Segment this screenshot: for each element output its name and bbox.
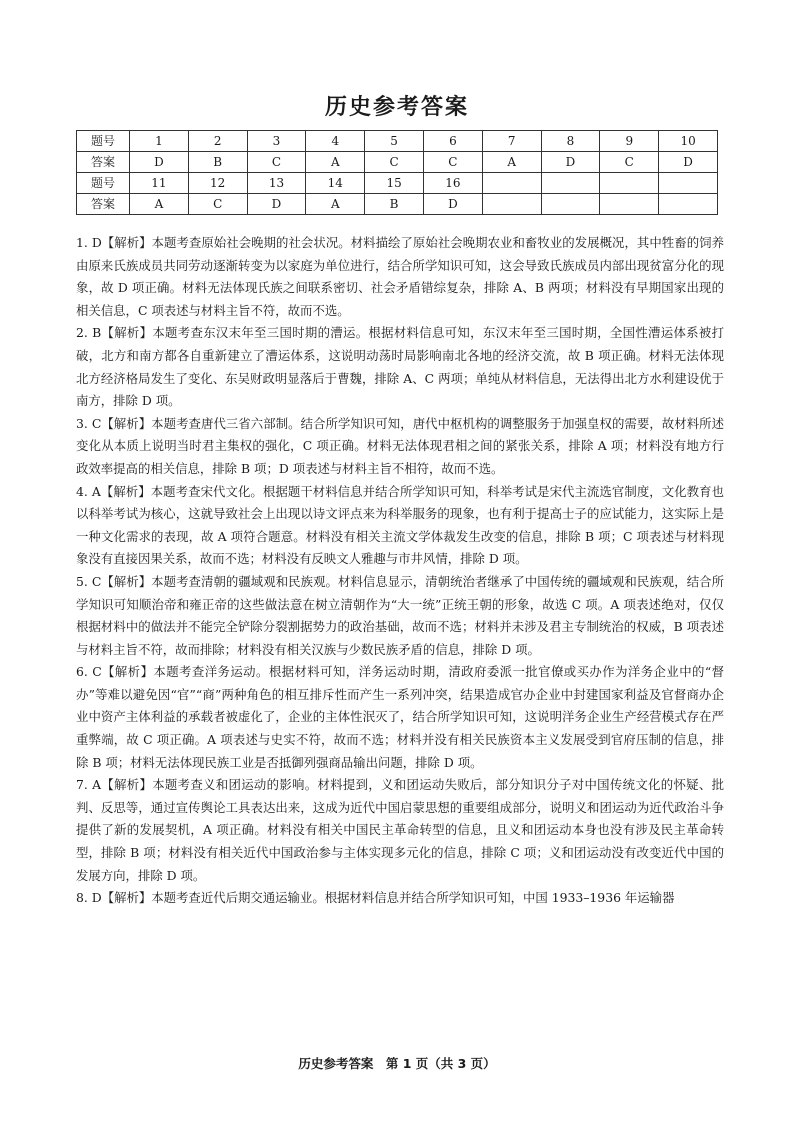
table-cell: 13 [247, 173, 306, 194]
explanation-3: 3. C【解析】本题考查唐代三省六部制。结合所学知识可知，唐代中枢机构的调整服务于加强皇权的需要，故材料所述变化从本质上说明当时君主集权的强化，C 项正确。材料无法体现君相之间的紧张关系，排除 A 项；材料没有地方行政效率提高的相关信息，排除 B 项；D 项表述与材料主旨不相符，故而不选。 [76, 415, 724, 476]
table-cell: 1 [130, 131, 189, 152]
table-cell: 10 [659, 131, 718, 152]
table-row [77, 152, 718, 173]
table-cell: A [306, 152, 365, 173]
table-cell: 9 [600, 131, 659, 152]
table-cell: A [306, 194, 365, 215]
table-cell: 11 [130, 173, 189, 194]
answer-table [76, 130, 718, 215]
explanation-8: 8. D【解析】本题考查近代后期交通运输业。根据材料信息并结合所学知识可知，中国 1933–1936 年运输器 [76, 890, 675, 906]
table-row [77, 194, 718, 215]
table-cell: C [423, 152, 482, 173]
table-cell: D [659, 152, 718, 173]
table-cell [659, 173, 718, 194]
table-cell [541, 194, 600, 215]
table-row [77, 131, 718, 152]
page-title: 历史参考答案 [324, 95, 469, 120]
table-cell: 3 [247, 131, 306, 152]
page-footer: 历史参考答案 第 1 页（共 3 页） [298, 1056, 496, 1071]
table-cell: 6 [423, 131, 482, 152]
explanation-5: 5. C【解析】本题考查清朝的疆域观和民族观。材料信息显示，清朝统治者继承了中国传统的疆域观和民族观，结合所学知识可知顺治帝和雍正帝的这些做法意在树立清朝作为“大一统”正统王朝的形象，故选 C 项。A 项表述绝对，仅仅根据材料中的做法并不能完全铲除分裂割据势力的政治基础，故而不选；材料并未涉及君主专制统治的权威，B 项表述与材料主旨不符，故而排除；材料没有相关汉族与少数民族矛盾的信息，排除 D 项。 [76, 573, 724, 657]
table-cell: 16 [423, 173, 482, 194]
row-header: 答案 [77, 152, 130, 173]
table-cell [541, 173, 600, 194]
explanation-7: 7. A【解析】本题考查义和团运动的影响。材料提到，义和团运动失败后，部分知识分子对中国传统文化的怀疑、批判、反思等，通过宣传舆论工具表达出来，这成为近代中国启蒙思想的重要组成部分，说明义和团运动为近代政治斗争提供了新的发展契机，A 项正确。材料没有相关中国民主革命转型的信息，且义和团运动本身也没有涉及民主革命转型，排除 B 项；材料没有相关近代中国政治参与主体实现多元化的信息，排除 C 项；义和团运动没有改变近代中国的发展方向，排除 D 项。 [76, 777, 724, 883]
table-cell: 14 [306, 173, 365, 194]
table-cell: 12 [188, 173, 247, 194]
table-cell: 4 [306, 131, 365, 152]
table-cell: 2 [188, 131, 247, 152]
table-cell: D [247, 194, 306, 215]
table-cell: D [130, 152, 189, 173]
table-cell [600, 194, 659, 215]
table-cell: B [365, 194, 424, 215]
table-cell: 8 [541, 131, 600, 152]
explanation-2: 2. B【解析】本题考查东汉末年至三国时期的漕运。根据材料信息可知，东汉末年至三国时期，全国性漕运体系被打破，北方和南方都各自重新建立了漕运体系，这说明动荡时局影响南北各地的经济交流，故 B 项正确。材料无法体现北方经济格局发生了变化、东吴财政明显落后于曹魏，排除 A、C 两项；单纯从材料信息，无法得出北方水利建设优于南方，排除 D 项。 [76, 325, 724, 409]
table-cell: A [130, 194, 189, 215]
explanation-6: 6. C【解析】本题考查洋务运动。根据材料可知，洋务运动时期，清政府委派一批官僚或买办作为洋务企业中的“督办”等难以避免因“官”“商”两种角色的相互排斥性而产生一系列冲突，结果造成官办企业中封建国家利益及官督商办企业中资产主体利益的承载者被虚化了，企业的主体性泯灭了，结合所学知识可知，这说明洋务企业生产经营模式存在严重弊端，故 C 项正确。A 项表述与史实不符，故而不选；材料并没有相关民族资本主义发展受到官府压制的信息，排除 B 项；材料无法体现民族工业是否抵御列强商品输出问题，排除 D 项。 [76, 664, 724, 770]
table-cell: 5 [365, 131, 424, 152]
row-header: 题号 [77, 131, 130, 152]
row-header: 题号 [77, 173, 130, 194]
table-row [77, 173, 718, 194]
table-cell [482, 194, 541, 215]
table-cell: B [188, 152, 247, 173]
table-cell [600, 173, 659, 194]
table-cell: C [188, 194, 247, 215]
table-cell: 7 [482, 131, 541, 152]
row-header: 答案 [77, 194, 130, 215]
explanations [76, 232, 724, 910]
table-cell: D [423, 194, 482, 215]
table-cell: 15 [365, 173, 424, 194]
table-cell: D [541, 152, 600, 173]
table-cell: C [600, 152, 659, 173]
table-cell [659, 194, 718, 215]
table-cell: C [247, 152, 306, 173]
table-cell: A [482, 152, 541, 173]
explanation-1: 1. D【解析】本题考查原始社会晚期的社会状况。材料描绘了原始社会晚期农业和畜牧业的发展概况，其中牲畜的饲养由原来氏族成员共同劳动逐渐转变为以家庭为单位进行，结合所学知识可知，这会导致氏族成员内部出现贫富分化的现象，故 D 项正确。材料无法体现氏族之间联系密切、社会矛盾错综复杂，排除 A、B 两项；材料没有早期国家出现的相关信息，C 项表述与材料主旨不符，故而不选。 [76, 235, 724, 318]
explanation-4: 4. A【解析】本题考查宋代文化。根据题干材料信息并结合所学知识可知，科举考试是宋代主流选官制度，文化教育也以科举考试为核心，这就导致社会上出现以诗文评点来为科举服务的现象，也有利于提高士子的应试能力，这实际上是一种文化需求的表现，故 A 项符合题意。材料没有相关主流文学体裁发生改变的信息，排除 B 项；C 项表述与材料现象没有直接因果关系，故而不选；材料没有反映文人雅趣与市井风情，排除 D 项。 [76, 483, 724, 567]
table-cell [482, 173, 541, 194]
table-cell: C [365, 152, 424, 173]
